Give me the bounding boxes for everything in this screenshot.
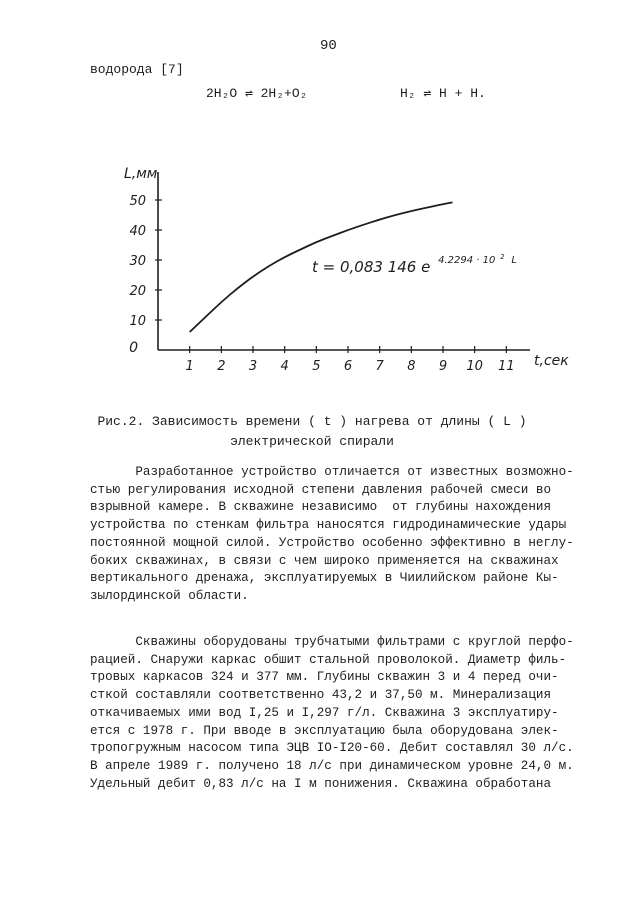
paragraph-2-line: откачиваемых ими вод I,25 и I,297 г/л. Скважина 3 эксплуатиру- (90, 705, 559, 720)
paragraph-1-line: Разработанное устройство отличается от известных возможно- (90, 465, 574, 479)
paragraph-2-line: Скважины оборудованы трубчатыми фильтрами с круглой перфо- (90, 635, 574, 649)
y-tick-label: 50 (129, 194, 146, 209)
x-tick-label: 3 (248, 359, 258, 374)
x-tick-label: 1 (185, 359, 194, 374)
paragraph-1 (90, 464, 590, 606)
paragraph-2 (90, 634, 590, 793)
paragraph-1-line: устройства по стенкам фильтра наносятся гидродинамические удары (90, 518, 567, 533)
formula-exponent-var: L (511, 255, 517, 266)
paragraph-2-line: тровых каркасов 324 и 377 мм. Глубины скважин 3 и 4 перед очи- (90, 670, 559, 685)
figure-caption-line1: Рис.2. Зависимость времени ( t ) нагрева от длины ( L ) (97, 414, 527, 429)
x-tick-label: 10 (466, 359, 483, 374)
x-tick-label: 4 (280, 359, 289, 374)
x-tick-label: 7 (375, 359, 384, 374)
y-tick-label: 10 (129, 314, 146, 329)
formula-base: t = 0,083 146 e (312, 258, 431, 276)
y-axis-label: L,мм (124, 166, 158, 182)
formula-annotation (312, 245, 517, 276)
equation-hydrogen-dissociation: H₂ ⇌ H + H. (400, 86, 486, 101)
page-number: 90 (320, 38, 337, 54)
paragraph-1-line: стью регулирования исходной степени давления рабочей смеси во (90, 482, 552, 497)
paragraph-2-line: рацией. Снаружи каркас обшит стальной проволокой. Диаметр филь- (90, 652, 567, 667)
paragraph-1-line: вертикального дренажа, эксплуатируемых в Чиилийском районе Кы- (90, 571, 559, 586)
formula-exponent-power: 2 (500, 253, 505, 261)
paragraph-2-line: В апреле 1989 г. получено 18 л/с при динамическом уровне 24,0 м. (90, 758, 574, 773)
x-tick-label: 6 (343, 359, 353, 374)
intro-text: водорода [7] (90, 62, 184, 77)
paragraph-2-line: ется с 1978 г. При вводе в эксплуатацию была оборудована элек- (90, 723, 559, 738)
equation-water-dissociation: 2H₂O ⇌ 2H₂+O₂ (206, 86, 308, 101)
x-tick-label: 8 (407, 359, 416, 374)
x-tick-label: 5 (312, 359, 321, 374)
y-tick-label: 30 (129, 254, 146, 269)
figure-caption-line2: электрической спирали (230, 434, 394, 449)
x-tick-label: 2 (217, 359, 226, 374)
paragraph-2-line: тропогружным насосом типа ЭЦВ IO-I20-60. Дебит составлял 30 л/с. (90, 741, 574, 756)
y-tick-label: 0 (129, 340, 138, 356)
paragraph-1-line: постоянной мощной силой. Устройство особенно эффективно в неглу- (90, 535, 574, 550)
y-tick-label: 20 (129, 284, 146, 299)
paragraph-2-line: Удельный дебит 0,83 л/с на I м понижения. Скважина обработана (90, 776, 552, 791)
chart (110, 150, 580, 390)
y-tick-label: 40 (129, 224, 146, 239)
paragraph-1-line: боких скважинах, в связи с чем широко применяется на скважинах (90, 553, 559, 568)
x-axis-label: t,сек (534, 353, 569, 369)
x-tick-label: 11 (498, 359, 515, 374)
formula-exponent: 4.2294 · 10 (438, 255, 496, 266)
x-tick-label: 9 (438, 359, 448, 374)
paragraph-2-line: сткой составляли соответственно 43,2 и 37,50 м. Минерализация (90, 688, 552, 703)
paragraph-1-line: взрывной камере. В скважине независимо от глубины нахождения (90, 500, 552, 515)
paragraph-1-line: зылординской области. (90, 588, 249, 603)
